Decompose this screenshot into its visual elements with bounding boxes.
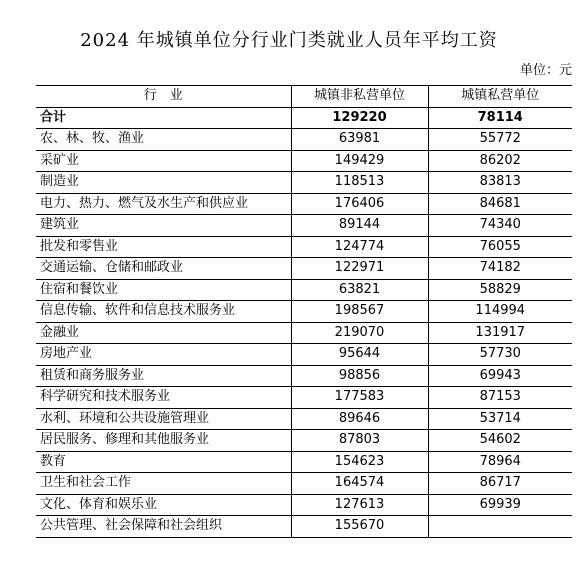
industry-name: 电力、热力、燃气及水生产和供应业 [36, 193, 291, 215]
industry-name: 租赁和商务服务业 [36, 365, 291, 387]
nonprivate-wage: 176406 [291, 193, 428, 215]
private-wage: 86717 [428, 473, 572, 495]
private-wage: 53714 [428, 408, 572, 430]
total-private: 78114 [428, 107, 572, 129]
header-private: 城镇私营单位 [428, 86, 572, 108]
industry-name: 卫生和社会工作 [36, 473, 291, 495]
table-row [36, 193, 572, 215]
table-row [36, 236, 572, 258]
private-wage: 114994 [428, 301, 572, 323]
nonprivate-wage: 177583 [291, 387, 428, 409]
nonprivate-wage: 95644 [291, 344, 428, 366]
industry-name: 住宿和餐饮业 [36, 279, 291, 301]
unit-label: 单位：元 [519, 63, 572, 78]
table-row [36, 322, 572, 344]
private-wage: 57730 [428, 344, 572, 366]
industry-name: 房地产业 [36, 344, 291, 366]
industry-name: 教育 [36, 451, 291, 473]
private-wage: 55772 [428, 129, 572, 151]
total-nonprivate: 129220 [291, 107, 428, 129]
industry-name: 居民服务、修理和其他服务业 [36, 430, 291, 452]
nonprivate-wage: 154623 [291, 451, 428, 473]
industry-name: 建筑业 [36, 215, 291, 237]
table-row [36, 365, 572, 387]
nonprivate-wage: 98856 [291, 365, 428, 387]
industry-name: 交通运输、仓储和邮政业 [36, 258, 291, 280]
private-wage: 74182 [428, 258, 572, 280]
document-title: 2024 年城镇单位分行业门类就业人员年平均工资 [80, 30, 498, 51]
nonprivate-wage: 89646 [291, 408, 428, 430]
nonprivate-wage: 89144 [291, 215, 428, 237]
industry-name: 水利、环境和公共设施管理业 [36, 408, 291, 430]
industry-name: 制造业 [36, 172, 291, 194]
table-row [36, 387, 572, 409]
private-wage: 84681 [428, 193, 572, 215]
private-wage: 54602 [428, 430, 572, 452]
industry-name: 科学研究和技术服务业 [36, 387, 291, 409]
table-row [36, 430, 572, 452]
private-wage: 78964 [428, 451, 572, 473]
industry-name: 批发和零售业 [36, 236, 291, 258]
table-row [36, 215, 572, 237]
wage-table [36, 85, 572, 538]
header-nonprivate: 城镇非私营单位 [291, 86, 428, 108]
private-wage: 83813 [428, 172, 572, 194]
industry-name: 文化、体育和娱乐业 [36, 494, 291, 516]
table-row [36, 494, 572, 516]
table-row [36, 408, 572, 430]
table-row [36, 473, 572, 495]
industry-name: 公共管理、社会保障和社会组织 [36, 516, 291, 538]
industry-name: 采矿业 [36, 150, 291, 172]
private-wage [428, 516, 572, 538]
nonprivate-wage: 127613 [291, 494, 428, 516]
private-wage: 74340 [428, 215, 572, 237]
nonprivate-wage: 149429 [291, 150, 428, 172]
nonprivate-wage: 124774 [291, 236, 428, 258]
nonprivate-wage: 63981 [291, 129, 428, 151]
private-wage: 86202 [428, 150, 572, 172]
private-wage: 87153 [428, 387, 572, 409]
industry-name: 金融业 [36, 322, 291, 344]
nonprivate-wage: 198567 [291, 301, 428, 323]
private-wage: 69943 [428, 365, 572, 387]
total-row [36, 107, 572, 129]
private-wage: 76055 [428, 236, 572, 258]
nonprivate-wage: 155670 [291, 516, 428, 538]
nonprivate-wage: 122971 [291, 258, 428, 280]
private-wage: 58829 [428, 279, 572, 301]
nonprivate-wage: 118513 [291, 172, 428, 194]
table-row [36, 516, 572, 538]
total-label: 合计 [36, 107, 291, 129]
nonprivate-wage: 164574 [291, 473, 428, 495]
table-row [36, 258, 572, 280]
table-row [36, 344, 572, 366]
industry-name: 农、林、牧、渔业 [36, 129, 291, 151]
nonprivate-wage: 87803 [291, 430, 428, 452]
table-row [36, 301, 572, 323]
private-wage: 131917 [428, 322, 572, 344]
table-row [36, 172, 572, 194]
header-row [36, 86, 572, 108]
industry-name: 信息传输、软件和信息技术服务业 [36, 301, 291, 323]
table-row [36, 279, 572, 301]
private-wage: 69939 [428, 494, 572, 516]
table-row [36, 451, 572, 473]
header-industry: 行 业 [36, 86, 291, 108]
table-row [36, 129, 572, 151]
nonprivate-wage: 219070 [291, 322, 428, 344]
nonprivate-wage: 63821 [291, 279, 428, 301]
table-row [36, 150, 572, 172]
